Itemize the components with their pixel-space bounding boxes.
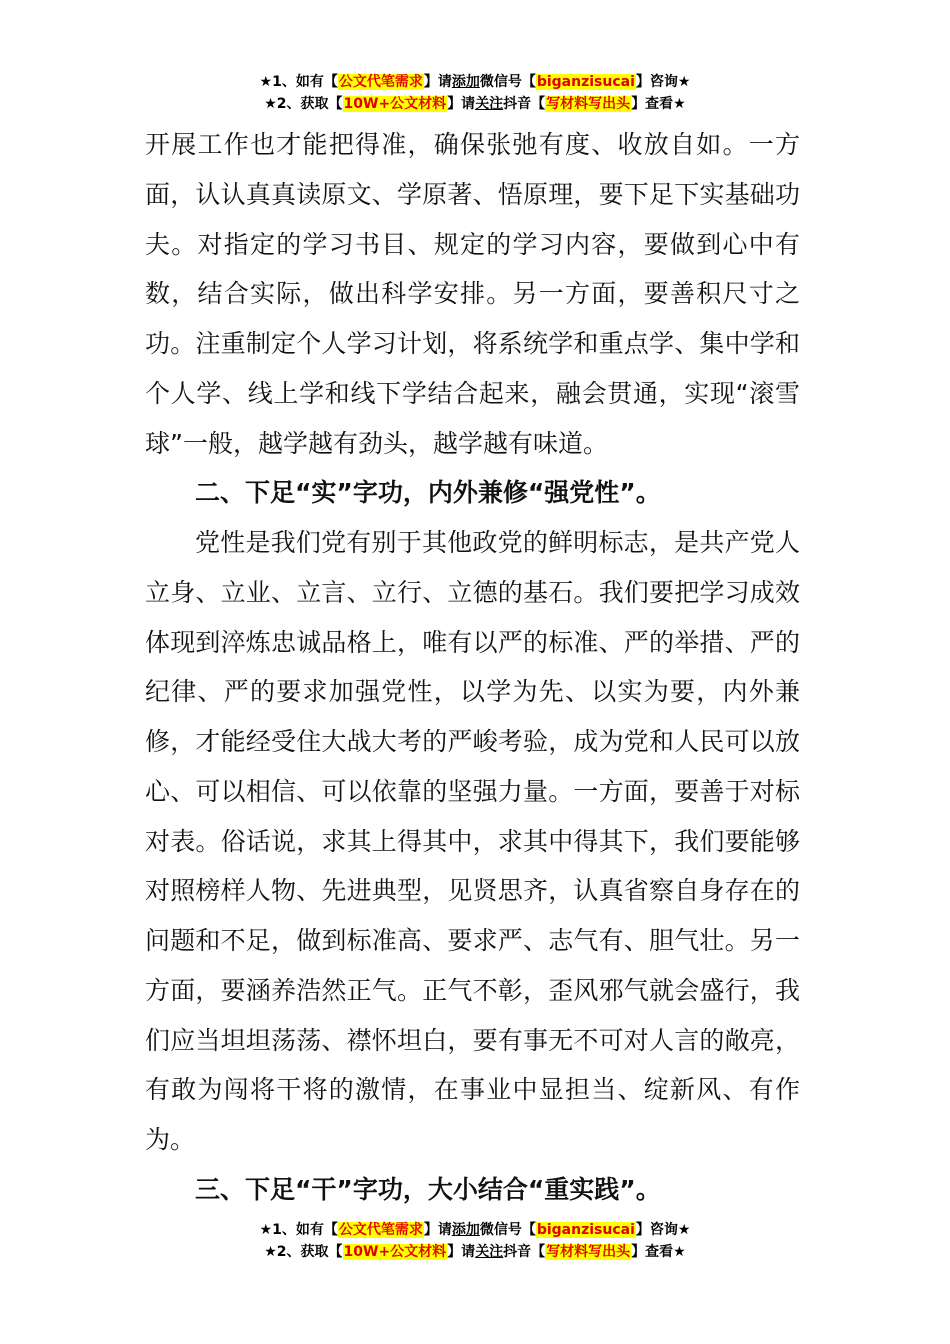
banner-line-1 xyxy=(0,71,950,93)
banner-highlight: biganzisucai xyxy=(536,1222,635,1238)
banner-highlight: 10W+公文材料 xyxy=(343,96,447,112)
banner-text: 】咨询★ xyxy=(635,74,691,90)
banner-text: 】请 xyxy=(447,96,476,112)
paragraph-2: 党性是我们党有别于其他政党的鲜明标志，是共产党人立身、立业、立言、立行、立德的基石。我们要把学习成效体现到淬炼忠诚品格上，唯有以严的标准、严的举措、严的纪律、严的要求加强党性，以学为先、以实为要，内外兼修，才能经受住大战大考的严峻考验，成为党和人民可以放心、可以相信、可以依靠的坚强力量。一方面，要善于对标对表。俗话说，求其上得其中，求其中得其下，我们要能够对照榜样人物、先进典型，见贤思齐，认真省察自身存在的问题和不足，做到标准高、要求严、志气有、胆气壮。另一方面，要涵养浩然正气。正气不彰，歪风邪气就会盛行，我们应当坦坦荡荡、襟怀坦白，要有事无不可对人言的敞亮，有敢为闯将干将的激情，在事业中显担当、绽新风、有作为。 xyxy=(145,528,800,1154)
banner-text: 微信号【 xyxy=(479,1222,536,1238)
header-banner xyxy=(0,71,950,115)
section-heading-2: 二、下足“实”字功，内外兼修“强党性”。 xyxy=(195,478,661,508)
banner-text: 】咨询★ xyxy=(635,1222,691,1238)
banner-text: 抖音【 xyxy=(503,96,546,112)
banner-underlined-text: 关注 xyxy=(475,1244,504,1260)
banner-highlight: 写材料写出头 xyxy=(546,1244,631,1260)
banner-text: 】请 xyxy=(447,1244,476,1260)
paragraph-1: 开展工作也才能把得准，确保张弛有度、收放自如。一方面，认认真真读原文、学原著、悟原理，要下足下实基础功夫。对指定的学习书目、规定的学习内容，要做到心中有数，结合实际，做出科学安排。另一方面，要善积尺寸之功。注重制定个人学习计划，将系统学和重点学、集中学和个人学、线上学和线下学结合起来，融会贯通，实现“滚雪球”一般，越学越有劲头，越学越有味道。 xyxy=(145,130,800,458)
banner-text: 抖音【 xyxy=(503,1244,546,1260)
banner-text: 】查看★ xyxy=(631,1244,686,1260)
banner-text: ★1、如有【 xyxy=(259,1222,338,1238)
document-body xyxy=(145,120,800,1215)
banner-highlight: 10W+公文材料 xyxy=(343,1244,447,1260)
banner-text: ★1、如有【 xyxy=(259,74,338,90)
banner-text: 】请 xyxy=(423,74,452,90)
banner-text: 】请 xyxy=(423,1222,452,1238)
banner-line-1 xyxy=(0,1219,950,1241)
banner-text: 微信号【 xyxy=(479,74,536,90)
banner-highlight: 公文代笔需求 xyxy=(338,1222,423,1238)
section-heading-3: 三、下足“干”字功，大小结合“重实践”。 xyxy=(195,1174,661,1204)
footer-banner xyxy=(0,1219,950,1263)
banner-highlight: 写材料写出头 xyxy=(546,96,631,112)
banner-underlined-text: 关注 xyxy=(475,96,504,112)
banner-highlight: 公文代笔需求 xyxy=(338,74,423,90)
banner-highlight: biganzisucai xyxy=(536,74,635,90)
banner-text: ★2、获取【 xyxy=(264,96,343,112)
banner-text: 】查看★ xyxy=(631,96,686,112)
banner-text: ★2、获取【 xyxy=(264,1244,343,1260)
banner-line-2 xyxy=(0,93,950,115)
banner-underlined-text: 添加 xyxy=(451,1222,480,1238)
banner-underlined-text: 添加 xyxy=(451,74,480,90)
banner-line-2 xyxy=(0,1241,950,1263)
